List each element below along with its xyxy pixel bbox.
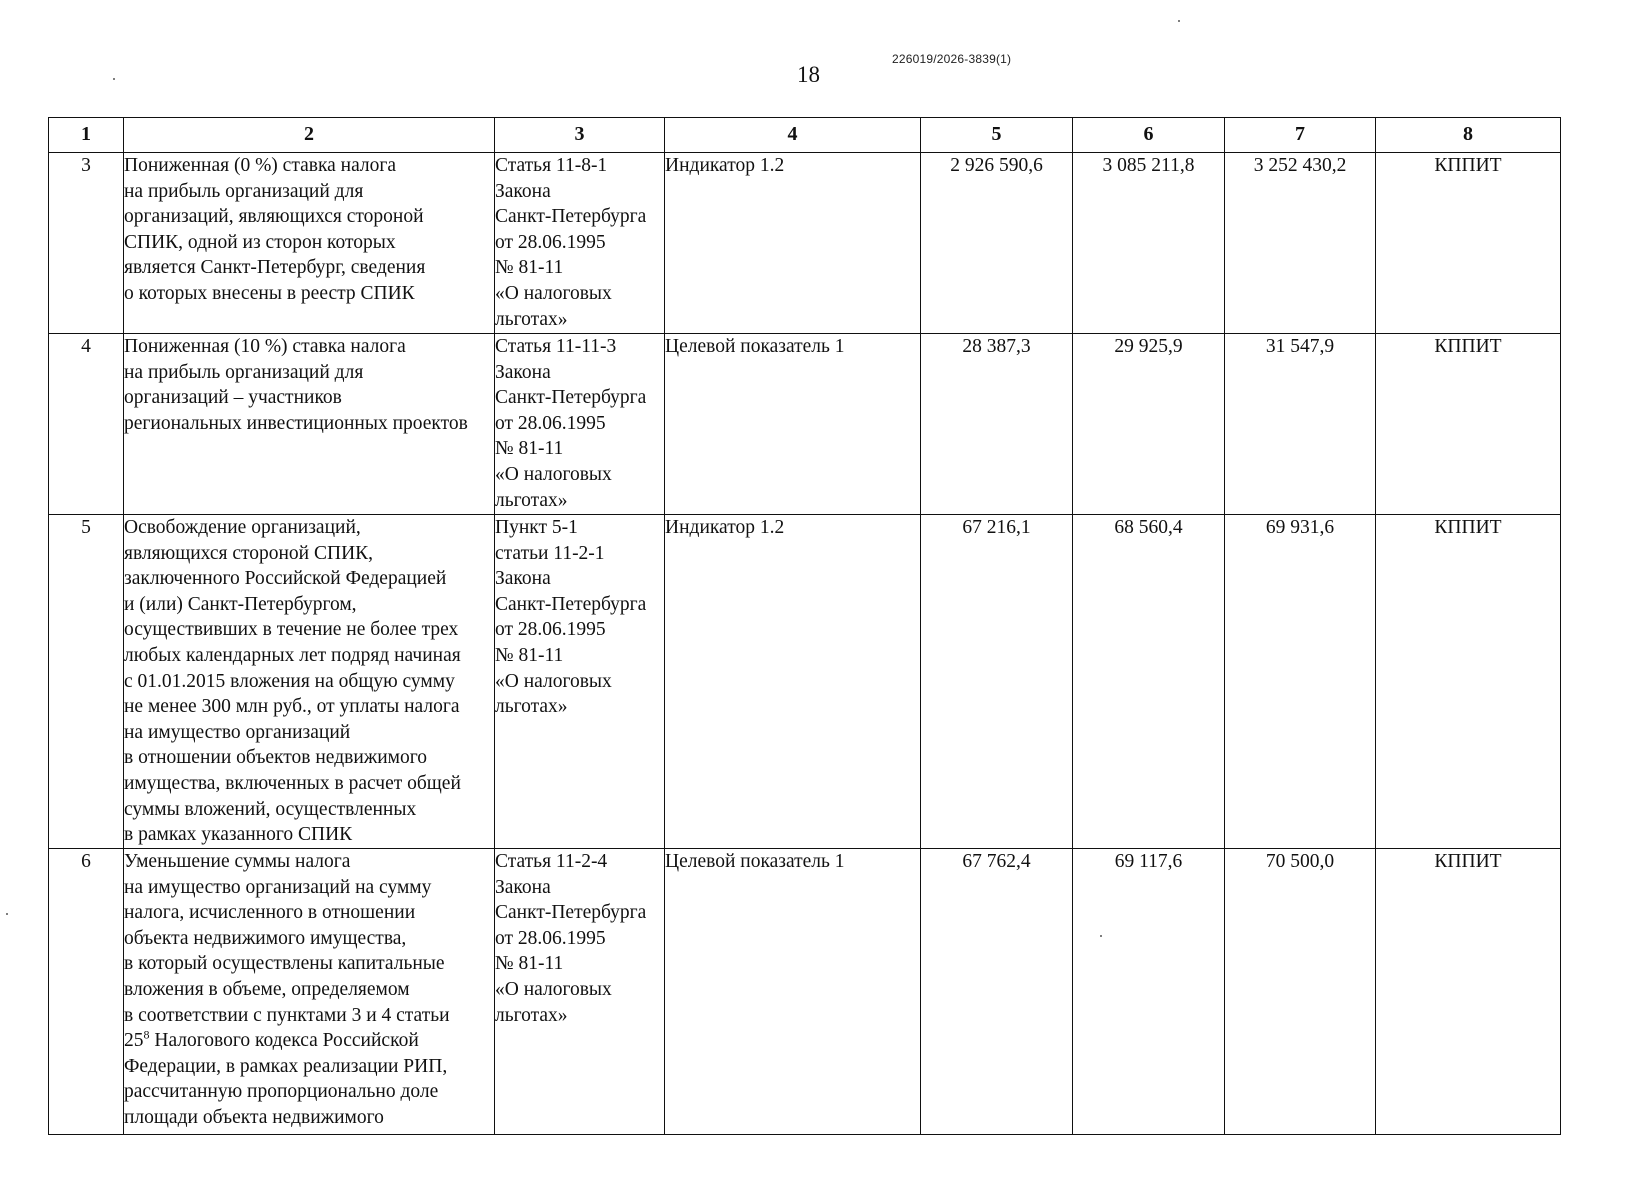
description-line: Пониженная (10 %) ставка налога — [124, 336, 406, 357]
basis-line: Закона — [495, 361, 551, 383]
description-line: на имущество организаций — [124, 721, 351, 743]
benefit-description — [124, 153, 495, 334]
description-line: объекта недвижимого имущества, — [124, 927, 407, 949]
curator: КППИТ — [1376, 849, 1561, 1135]
table-row — [49, 334, 1561, 515]
basis-line: от 28.06.1995 — [495, 927, 606, 949]
curator: КППИТ — [1376, 334, 1561, 515]
description-line: организаций, являющихся стороной — [124, 206, 424, 228]
column-header: 8 — [1376, 118, 1561, 153]
basis-line: «О налоговых — [495, 463, 612, 485]
table-row — [49, 515, 1561, 849]
basis-line: Санкт-Петербурга — [495, 593, 647, 615]
table-row — [49, 153, 1561, 334]
basis-line: Статья 11-11-3 — [495, 336, 617, 357]
column-header: 1 — [49, 118, 124, 153]
indicator: Индикатор 1.2 — [665, 515, 921, 849]
basis-line: «О налоговых — [495, 282, 612, 304]
description-line: любых календарных лет подряд начиная — [124, 644, 461, 666]
basis-line: «О налоговых — [495, 978, 612, 1000]
scan-speck — [6, 913, 8, 915]
description-line: суммы вложений, осуществленных — [124, 798, 417, 820]
column-header: 6 — [1073, 118, 1225, 153]
value-col7: 31 547,9 — [1225, 334, 1376, 515]
tax-benefits-table — [48, 117, 1561, 1135]
description-line: площади объекта недвижимого — [124, 1106, 384, 1128]
description-line: в который осуществлены капитальные — [124, 953, 445, 975]
description-line: Пониженная (0 %) ставка налога — [124, 155, 397, 176]
basis-line: льготах» — [495, 489, 568, 511]
page-number: 18 — [797, 62, 820, 87]
column-header: 2 — [124, 118, 495, 153]
row-number: 4 — [49, 334, 124, 515]
value-col5: 67 216,1 — [921, 515, 1073, 849]
value-col6: 69 117,6 — [1073, 849, 1225, 1135]
basis-line: № 81-11 — [495, 257, 564, 279]
basis-line: статьи 11-2-1 — [495, 542, 605, 564]
document-registration-number: 226019/2026-3839(1) — [892, 52, 1012, 66]
description-line: осуществивших в течение не более трех — [124, 619, 459, 641]
description-line-with-article — [124, 1028, 494, 1054]
basis-line: Пункт 5-1 — [495, 517, 578, 538]
value-col6: 29 925,9 — [1073, 334, 1225, 515]
basis-line: Статья 11-8-1 — [495, 155, 608, 176]
basis-line: № 81-11 — [495, 644, 564, 666]
benefit-description — [124, 515, 495, 849]
table-header-row — [49, 118, 1561, 153]
basis-line: № 81-11 — [495, 953, 564, 975]
description-line: Освобождение организаций, — [124, 517, 361, 538]
basis-line: № 81-11 — [495, 438, 564, 460]
description-line: Налогового кодекса Российской — [154, 1030, 419, 1052]
description-line: заключенного Российской Федерацией — [124, 568, 447, 590]
description-line: Федерации, в рамках реализации РИП, — [124, 1055, 448, 1077]
column-header: 3 — [495, 118, 665, 153]
description-line: о которых внесены в реестр СПИК — [124, 282, 415, 304]
value-col5: 2 926 590,6 — [921, 153, 1073, 334]
column-header: 5 — [921, 118, 1073, 153]
scan-speck — [113, 78, 115, 80]
value-col6: 3 085 211,8 — [1073, 153, 1225, 334]
description-line: Уменьшение суммы налога — [124, 851, 351, 872]
description-line: с 01.01.2015 вложения на общую сумму — [124, 670, 455, 692]
description-line: в отношении объектов недвижимого — [124, 747, 428, 769]
value-col7: 3 252 430,2 — [1225, 153, 1376, 334]
curator: КППИТ — [1376, 515, 1561, 849]
row-number: 3 — [49, 153, 124, 334]
value-col5: 28 387,3 — [921, 334, 1073, 515]
basis-line: льготах» — [495, 696, 568, 718]
description-line: в соответствии с пунктами 3 и 4 статьи — [124, 1004, 450, 1026]
legal-basis — [495, 334, 665, 515]
legal-basis — [495, 153, 665, 334]
description-line: на прибыль организаций для — [124, 180, 364, 202]
benefit-description — [124, 334, 495, 515]
row-number: 5 — [49, 515, 124, 849]
description-line: рассчитанную пропорционально доле — [124, 1081, 439, 1103]
basis-line: Статья 11-2-4 — [495, 851, 608, 872]
description-line: региональных инвестиционных проектов — [124, 412, 468, 434]
description-line: и (или) Санкт-Петербургом, — [124, 593, 357, 615]
column-header: 4 — [665, 118, 921, 153]
table-row — [49, 849, 1561, 1135]
legal-basis — [495, 515, 665, 849]
benefit-description — [124, 849, 495, 1135]
description-line: вложения в объеме, определяемом — [124, 978, 410, 1000]
description-line: СПИК, одной из сторон которых — [124, 231, 396, 253]
basis-line: «О налоговых — [495, 670, 612, 692]
curator: КППИТ — [1376, 153, 1561, 334]
scan-speck — [1178, 20, 1180, 22]
basis-line: Санкт-Петербурга — [495, 387, 647, 409]
value-col7: 69 931,6 — [1225, 515, 1376, 849]
description-line: организаций – участников — [124, 387, 342, 409]
basis-line: от 28.06.1995 — [495, 412, 606, 434]
description-line: является Санкт-Петербург, сведения — [124, 257, 426, 279]
value-col5: 67 762,4 — [921, 849, 1073, 1135]
description-line: являющихся стороной СПИК, — [124, 542, 374, 564]
description-line: имущества, включенных в расчет общей — [124, 772, 461, 794]
basis-line: Закона — [495, 568, 551, 590]
basis-line: льготах» — [495, 308, 568, 330]
article-superscript: 8 — [143, 1027, 150, 1042]
description-line: налога, исчисленного в отношении — [124, 902, 416, 924]
basis-line: Санкт-Петербурга — [495, 206, 647, 228]
basis-line: льготах» — [495, 1004, 568, 1026]
basis-line: от 28.06.1995 — [495, 619, 606, 641]
legal-basis — [495, 849, 665, 1135]
description-line: не менее 300 млн руб., от уплаты налога — [124, 696, 460, 718]
description-line: на прибыль организаций для — [124, 361, 364, 383]
column-header: 7 — [1225, 118, 1376, 153]
indicator: Индикатор 1.2 — [665, 153, 921, 334]
description-line: на имущество организаций на сумму — [124, 876, 432, 898]
basis-line: Санкт-Петербурга — [495, 902, 647, 924]
value-col7: 70 500,0 — [1225, 849, 1376, 1135]
basis-line: от 28.06.1995 — [495, 231, 606, 253]
indicator: Целевой показатель 1 — [665, 849, 921, 1135]
row-number: 6 — [49, 849, 124, 1135]
indicator: Целевой показатель 1 — [665, 334, 921, 515]
value-col6: 68 560,4 — [1073, 515, 1225, 849]
basis-line: Закона — [495, 180, 551, 202]
article-number: 25 — [124, 1030, 144, 1052]
basis-line: Закона — [495, 876, 551, 898]
description-line: в рамках указанного СПИК — [124, 824, 353, 846]
